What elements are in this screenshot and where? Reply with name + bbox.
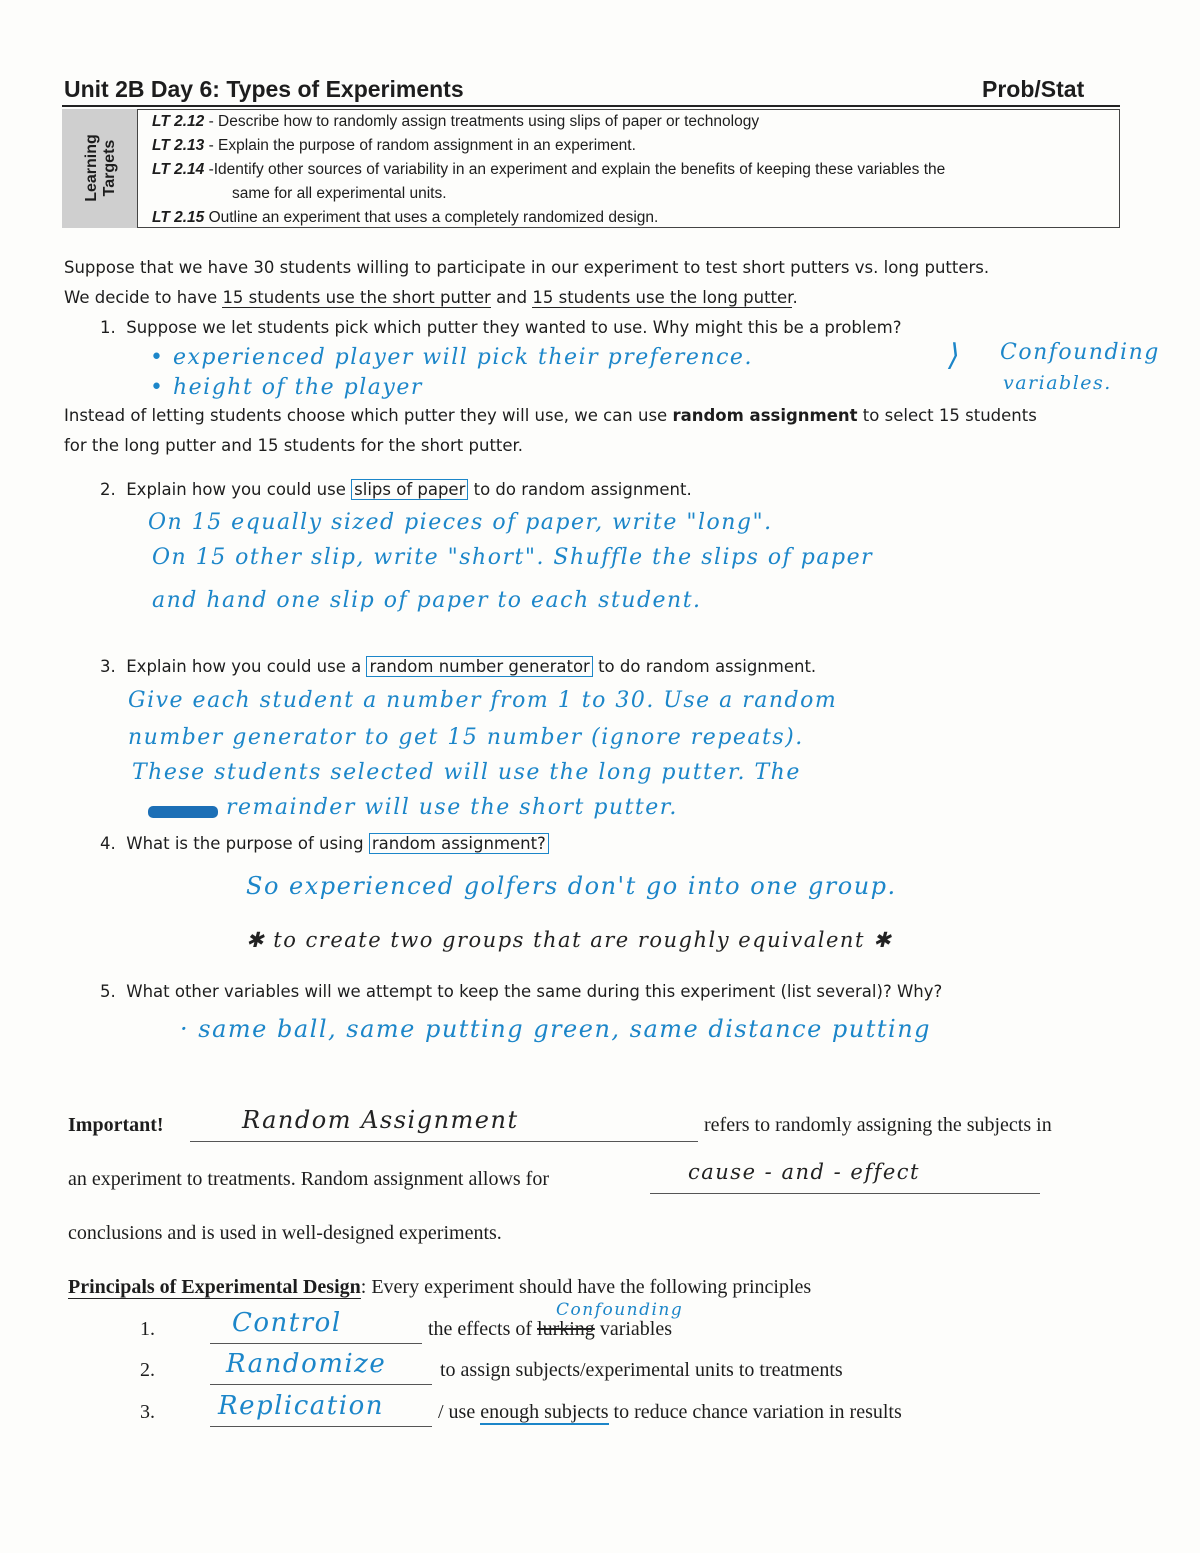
q3-answer-line-1: Give each student a number from 1 to 30. Use a random bbox=[128, 688, 838, 713]
blank-2 bbox=[650, 1192, 1040, 1194]
principle-1-blank bbox=[210, 1342, 422, 1344]
question-5: 5. What other variables will we attempt to keep the same during this experiment (list several)? Why? bbox=[100, 982, 943, 1001]
q2-answer-line-1: On 15 equally sized pieces of paper, write "long". bbox=[148, 510, 773, 535]
learning-target-2-14-continued: same for all experimental units. bbox=[232, 185, 447, 202]
important-label: Important! bbox=[68, 1114, 164, 1136]
principle-1-text: the effects of lurking variables bbox=[428, 1318, 672, 1340]
q3-answer-line-2: number generator to get 15 number (ignore repeats). bbox=[128, 725, 804, 750]
learning-target-2-15: LT 2.15 Outline an experiment that uses a completely randomized design. bbox=[152, 209, 659, 226]
q3-answer-line-4: remainder will use the short putter. bbox=[226, 795, 678, 820]
q1-side-note-1: Confounding bbox=[1000, 340, 1160, 365]
principle-2-answer: Randomize bbox=[226, 1349, 387, 1379]
important-text-b: an experiment to treatments. Random assignment allows for bbox=[68, 1168, 549, 1190]
transition-line-2: for the long putter and 15 students for the short putter. bbox=[64, 436, 524, 455]
worksheet-title: Unit 2B Day 6: Types of Experiments bbox=[64, 76, 464, 102]
blank-1-answer: Random Assignment bbox=[242, 1106, 519, 1134]
learning-target-2-14: LT 2.14 -Identify other sources of variability in an experiment and explain the benefits of keeping these variables the bbox=[152, 161, 946, 178]
question-4: 4. What is the purpose of using random assignment? bbox=[100, 834, 549, 853]
question-3: 3. Explain how you could use a random number generator to do random assignment. bbox=[100, 657, 817, 676]
q1-answer-line-2: • height of the player bbox=[150, 375, 423, 400]
q5-answer-line-1: · same ball, same putting green, same distance putting bbox=[180, 1015, 932, 1043]
q4-answer-line-1: So experienced golfers don't go into one group. bbox=[246, 872, 897, 900]
q1-answer-line-1: • experienced player will pick their preference. bbox=[150, 345, 753, 370]
principle-2-number: 2. bbox=[140, 1359, 155, 1381]
q1-side-note-2: variables. bbox=[1003, 372, 1112, 394]
learning-targets-label: Learning Targets bbox=[83, 134, 118, 202]
blank-1 bbox=[190, 1140, 698, 1142]
title-rule bbox=[62, 105, 1120, 107]
intro-line-2: We decide to have 15 students use the short putter and 15 students use the long putter. bbox=[64, 288, 798, 307]
question-1: 1. Suppose we let students pick which putter they wanted to use. Why might this be a problem? bbox=[100, 318, 902, 337]
q4-answer-line-2: ✱ to create two groups that are roughly equivalent ✱ bbox=[246, 928, 893, 952]
question-2: 2. Explain how you could use slips of paper to do random assignment. bbox=[100, 480, 692, 499]
principle-3-blank bbox=[210, 1425, 432, 1427]
q2-answer-line-2: On 15 other slip, write "short". Shuffle the slips of paper bbox=[152, 545, 874, 570]
q2-answer-line-3: and hand one slip of paper to each student. bbox=[152, 588, 702, 613]
learning-target-2-12: LT 2.12 - Describe how to randomly assign treatments using slips of paper or technology bbox=[152, 113, 760, 130]
learning-target-2-13: LT 2.13 - Explain the purpose of random assignment in an experiment. bbox=[152, 137, 636, 154]
principle-1-inserted-word: Confounding bbox=[556, 1300, 684, 1320]
intro-line-1: Suppose that we have 30 students willing to participate in our experiment to test short putters vs. long putters. bbox=[64, 258, 990, 277]
scribbled-out-word bbox=[148, 806, 218, 818]
course-name: Prob/Stat bbox=[982, 76, 1085, 102]
principle-1-number: 1. bbox=[140, 1318, 155, 1340]
brace-mark: ⟩ bbox=[948, 338, 962, 373]
principle-3-answer: Replication bbox=[218, 1391, 384, 1421]
principle-3-text: / use enough subjects to reduce chance variation in results bbox=[438, 1401, 902, 1423]
principle-2-blank bbox=[210, 1383, 432, 1385]
blank-2-answer: cause - and - effect bbox=[688, 1160, 920, 1184]
principles-heading: Principals of Experimental Design: Every experiment should have the following principles bbox=[68, 1276, 812, 1298]
principle-1-answer: Control bbox=[232, 1308, 342, 1338]
transition-line-1: Instead of letting students choose which putter they will use, we can use random assignment to select 15 students bbox=[64, 406, 1037, 425]
principle-2-text: to assign subjects/experimental units to treatments bbox=[440, 1359, 843, 1381]
important-text-a: refers to randomly assigning the subjects in bbox=[704, 1114, 1052, 1136]
principle-3-number: 3. bbox=[140, 1401, 155, 1423]
q3-answer-line-3: These students selected will use the long putter. The bbox=[132, 760, 801, 785]
important-text-c: conclusions and is used in well-designed experiments. bbox=[68, 1222, 502, 1244]
